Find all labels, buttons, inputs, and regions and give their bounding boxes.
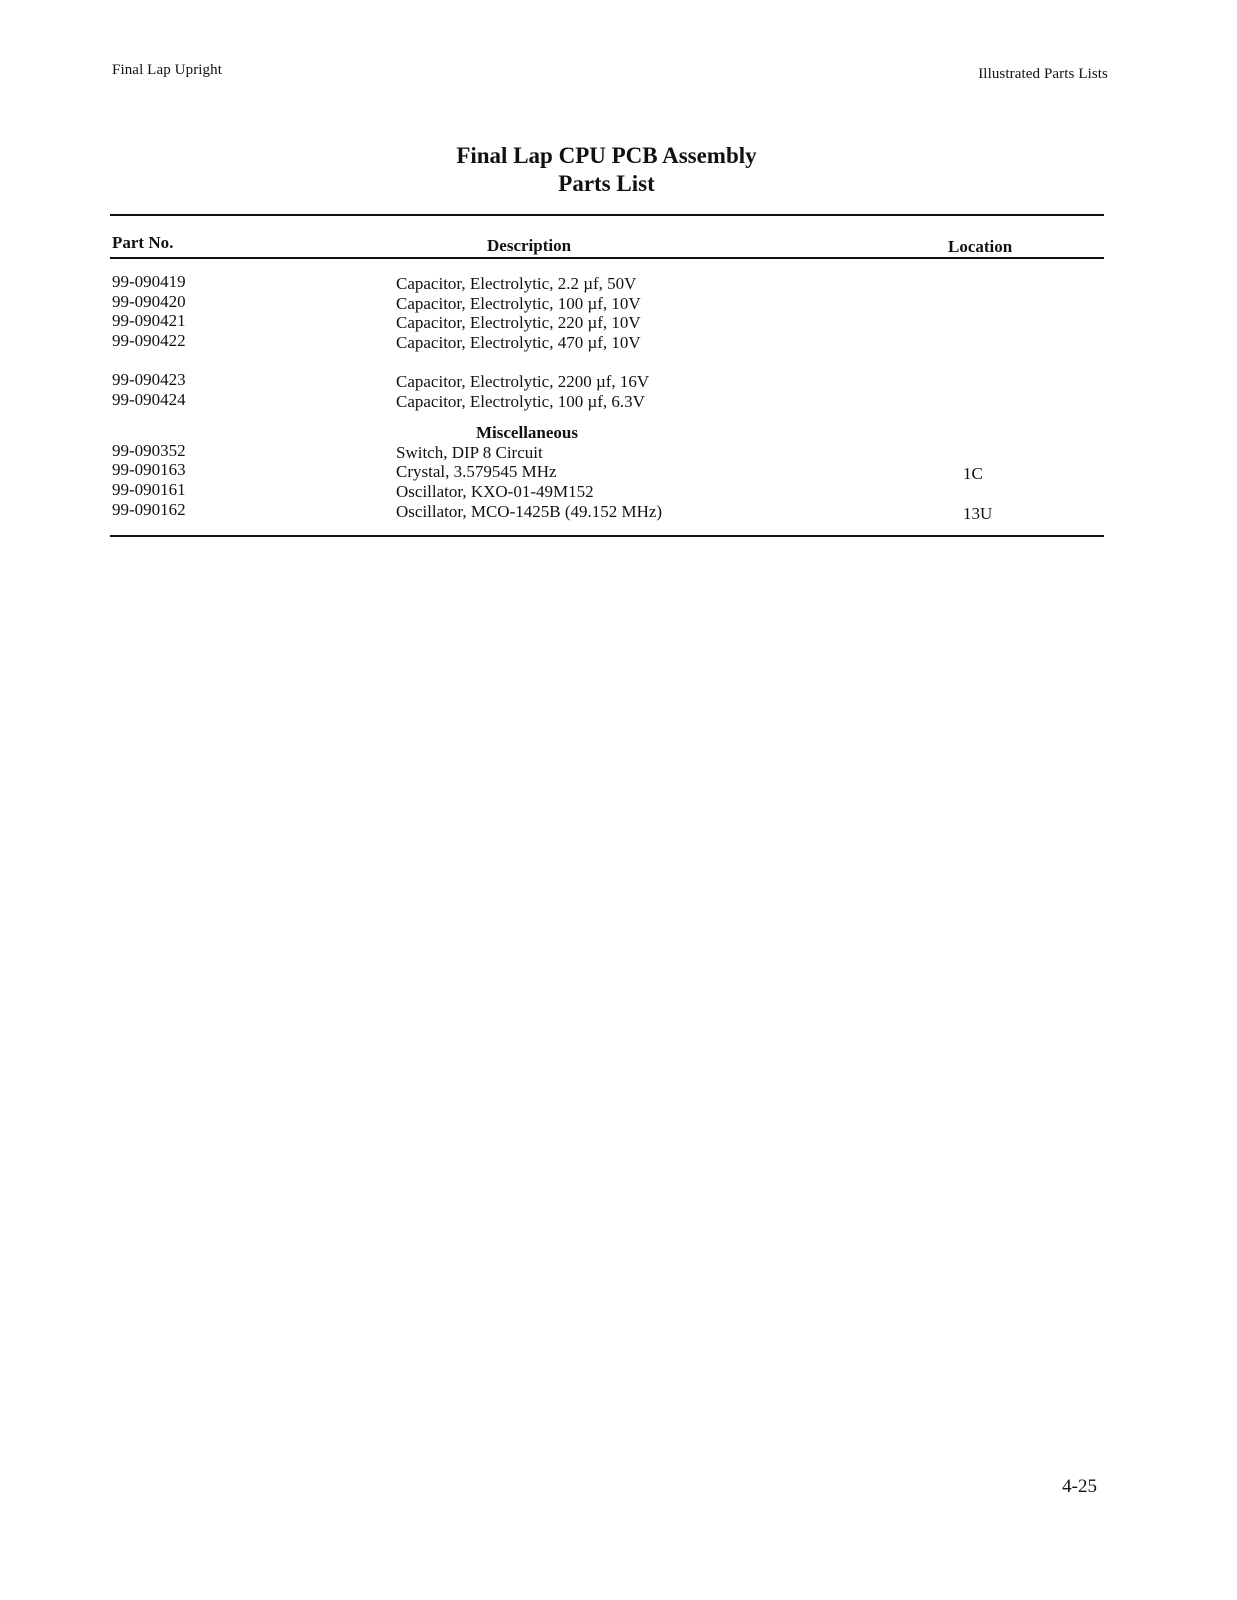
column-header-description: Description xyxy=(487,236,572,255)
table-row xyxy=(0,370,1237,390)
part-description: Capacitor, Electrolytic, 2200 µf, 16V xyxy=(396,371,650,391)
running-header-left: Final Lap Upright xyxy=(112,62,223,78)
parts-table-body xyxy=(0,272,1237,523)
part-number: 99-090424 xyxy=(112,389,186,409)
part-description: Capacitor, Electrolytic, 100 µf, 10V xyxy=(396,293,641,313)
part-location: 1C xyxy=(963,464,983,484)
table-row xyxy=(0,441,1237,461)
table-bottom-rule xyxy=(110,535,1104,537)
part-number: 99-090423 xyxy=(112,369,186,389)
table-row xyxy=(0,499,1237,523)
part-description: Oscillator, KXO-01-49M152 xyxy=(396,481,594,501)
table-row xyxy=(0,480,1237,500)
document-title xyxy=(0,142,1237,198)
table-row xyxy=(0,331,1237,351)
part-number: 99-090419 xyxy=(112,272,186,291)
table-row xyxy=(0,292,1237,312)
title-line-1: Final Lap CPU PCB Assembly xyxy=(456,143,757,168)
part-description: Crystal, 3.579545 MHz xyxy=(396,462,557,482)
column-header-location: Location xyxy=(948,237,1013,256)
part-description: Switch, DIP 8 Circuit xyxy=(396,442,543,462)
part-number: 99-090422 xyxy=(112,330,186,350)
title-line-2: Parts List xyxy=(558,171,655,196)
table-top-rule xyxy=(110,214,1104,216)
part-number: 99-090420 xyxy=(112,291,186,311)
section-heading-miscellaneous xyxy=(0,421,1237,441)
column-header-part-no: Part No. xyxy=(112,233,174,252)
part-description: Capacitor, Electrolytic, 220 µf, 10V xyxy=(396,313,641,333)
table-row xyxy=(0,311,1237,331)
part-description: Capacitor, Electrolytic, 470 µf, 10V xyxy=(396,332,641,352)
part-number: 99-090161 xyxy=(112,479,186,499)
section-heading-label: Miscellaneous xyxy=(476,423,578,443)
table-row xyxy=(0,460,1237,484)
part-number: 99-090163 xyxy=(112,460,186,480)
row-group-spacer xyxy=(0,350,1237,370)
page-number: 4-25 xyxy=(1062,1476,1097,1497)
part-number: 99-090421 xyxy=(112,311,186,331)
part-description: Capacitor, Electrolytic, 2.2 µf, 50V xyxy=(396,274,637,293)
part-location: 13U xyxy=(963,503,993,523)
table-row xyxy=(0,272,1237,292)
table-row xyxy=(0,390,1237,410)
table-header-rule xyxy=(110,257,1104,259)
part-description: Oscillator, MCO-1425B (49.152 MHz) xyxy=(396,501,663,521)
part-number: 99-090352 xyxy=(112,440,186,460)
part-description: Capacitor, Electrolytic, 100 µf, 6.3V xyxy=(396,391,645,411)
running-header-right: Illustrated Parts Lists xyxy=(978,66,1108,82)
part-number: 99-090162 xyxy=(112,499,186,519)
